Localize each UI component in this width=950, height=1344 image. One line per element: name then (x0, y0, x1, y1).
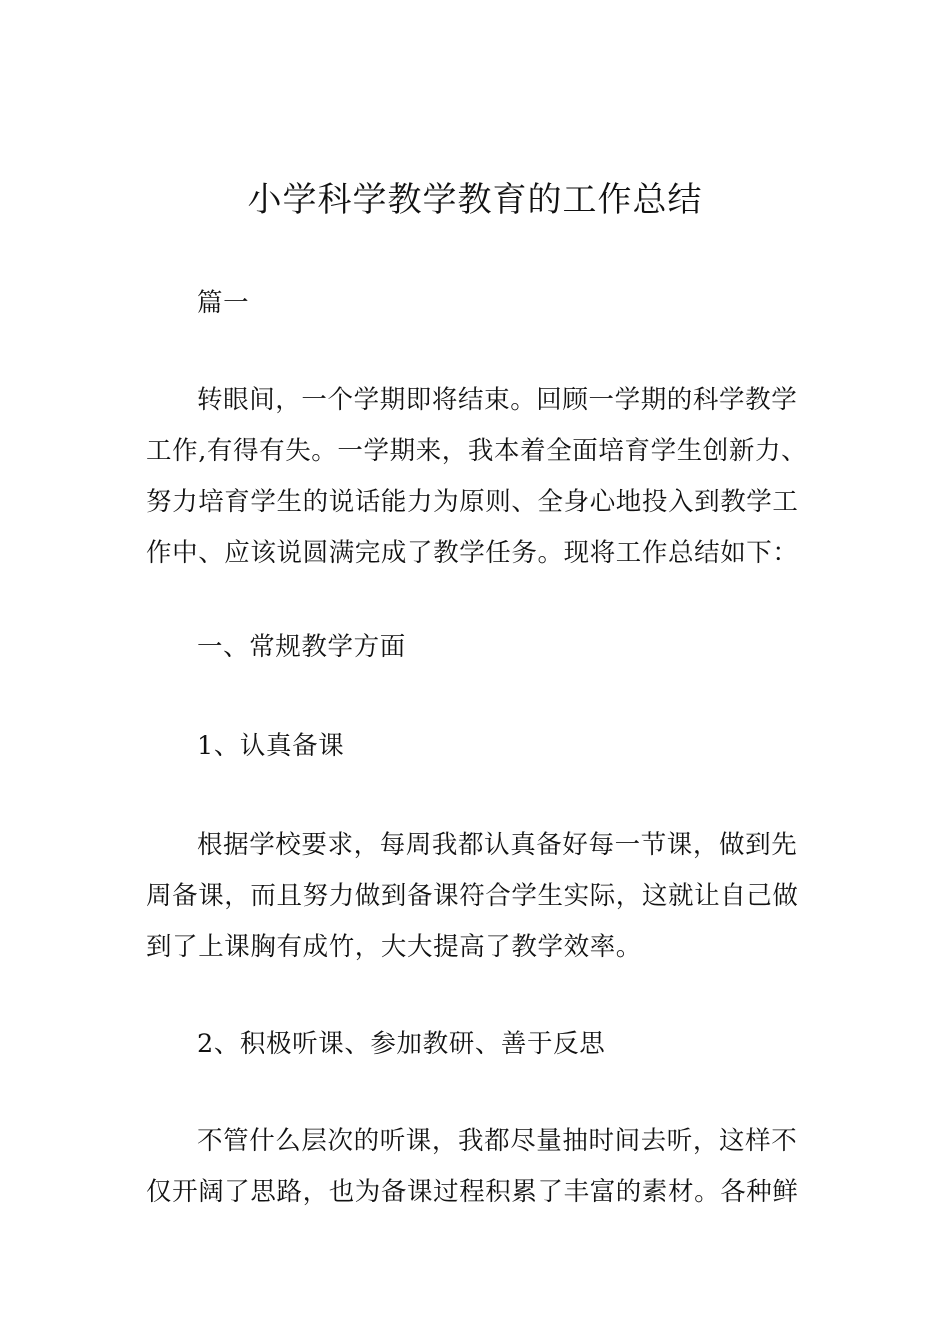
text-line: 转眼间，一个学期即将结束。回顾一学期的科学教学 (197, 385, 798, 415)
document-title: 小学科学教学教育的工作总结 (247, 180, 703, 220)
heading-text: 一、常规教学方面 (197, 632, 406, 662)
subheading-text: 2、积极听课、参加教研、善于反思 (197, 1029, 606, 1059)
observation-paragraph (146, 1116, 808, 1218)
text-line: 周备课，而且努力做到备课符合学生实际，这就让自己做 (146, 881, 799, 911)
intro-paragraph (146, 375, 808, 579)
text-line: 作中、应该说圆满完成了教学任务。现将工作总结如下： (146, 538, 799, 568)
text-line: 到了上课胸有成竹，大大提高了教学效率。 (146, 932, 642, 962)
text-line: 工作,有得有失。一学期来，我本着全面培育学生创新力、 (146, 436, 808, 466)
heading-regular-teaching (146, 622, 808, 673)
section-label (146, 278, 808, 329)
lesson-prep-paragraph (146, 820, 808, 973)
subheading-lesson-prep (146, 721, 808, 772)
text-line: 仅开阔了思路，也为备课过程积累了丰富的素材。各种鲜 (146, 1177, 799, 1207)
subheading-observation (146, 1019, 808, 1070)
section-label-text: 篇一 (197, 288, 250, 318)
text-line: 不管什么层次的听课，我都尽量抽时间去听，这样不 (197, 1126, 798, 1156)
text-line: 根据学校要求，每周我都认真备好每一节课，做到先 (197, 830, 798, 860)
text-line: 努力培育学生的说话能力为原则、全身心地投入到教学工 (146, 487, 799, 517)
subheading-text: 1、认真备课 (197, 731, 345, 761)
